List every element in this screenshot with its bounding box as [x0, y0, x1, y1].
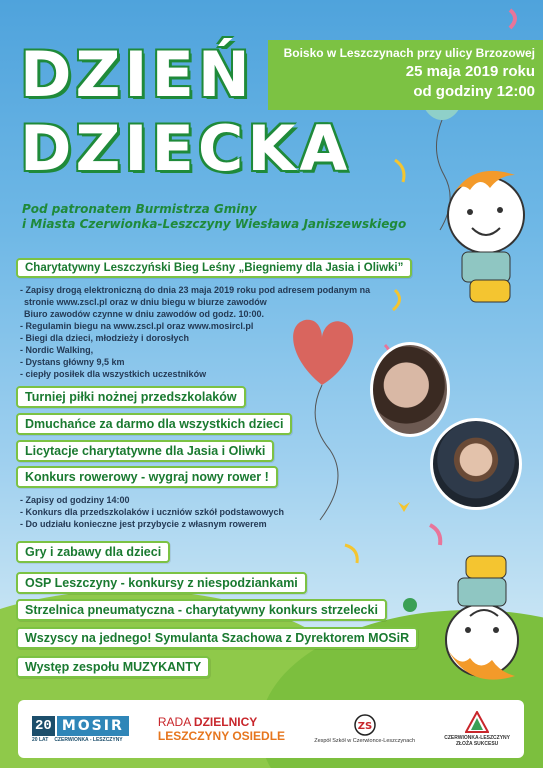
run-detail: Biuro zawodów czynne w dniu zawodów od godz. 10:00. — [24, 309, 265, 319]
event-games: Gry i zabawy dla dzieci — [16, 541, 170, 563]
confetti-2 — [395, 160, 404, 182]
event-bouncy: Dmuchańce za darmo dla wszystkich dzieci — [16, 413, 292, 435]
kid-shirt-top — [462, 252, 510, 282]
run-detail: - ciepły posiłek dla wszystkich uczestników — [20, 369, 207, 379]
zsl-name: Zespół Szkół w Czerwionce-Leszczynach — [314, 738, 416, 744]
mosir-years: 20 LAT — [32, 736, 49, 743]
flower-green — [403, 598, 417, 612]
mosir-number: 20 — [32, 716, 55, 736]
heart-balloon-string — [315, 385, 338, 520]
svg-text:ZS: ZS — [357, 721, 372, 732]
event-auction: Licytacje charytatywne dla Jasia i Oliwki — [16, 440, 274, 462]
mosir-word: MOSIR — [57, 716, 129, 736]
patronage-line-2: i Miasta Czerwionka-Leszczyny Wiesława Janiszewskiego — [22, 217, 407, 231]
confetti-6 — [393, 290, 400, 310]
kid-face-top — [448, 177, 524, 253]
confetti-4 — [430, 525, 440, 545]
title-line-2: DZIECKA — [20, 112, 352, 185]
zsl-logo — [314, 714, 415, 744]
event-place: Boisko w Leszczynach przy ulicy Brzozowej — [283, 46, 535, 60]
bike-detail: - Konkurs dla przedszkolaków i uczniów szkół podstawowych — [20, 507, 285, 517]
kid-pants-top — [470, 280, 510, 302]
czerwionka-line-2: ZŁOŻA SUKCESU — [455, 741, 499, 747]
rada-dzielnicy-logo — [158, 715, 285, 743]
bike-detail: - Zapisy od godziny 14:00 — [20, 495, 130, 505]
mosir-logo — [32, 716, 129, 743]
rada-sub: LESZCZYNY OSIEDLE — [157, 729, 286, 743]
event-band: Występ zespołu MUZYKANTY — [16, 656, 210, 678]
event-bike: Konkurs rowerowy - wygraj nowy rower ! — [16, 466, 278, 488]
kid-face-bottom — [446, 604, 518, 676]
photo-girl — [370, 342, 450, 437]
patronage-line-1: Pod patronatem Burmistrza Gminy — [22, 202, 257, 216]
czerwionka-line-1: CZERWIONKA-LESZCZYNY — [444, 735, 510, 741]
mosir-sub: CZERWIONKA - LESZCZYNY — [54, 736, 123, 743]
event-osp: OSP Leszczyny - konkursy z niespodziankami — [16, 572, 307, 594]
bike-detail: - Do udziału konieczne jest przybycie z własnym rowerem — [20, 519, 267, 529]
flower-yellow — [398, 502, 410, 512]
rada-word: RADA — [157, 715, 194, 729]
bike-details — [20, 494, 284, 530]
event-chess: Wszyscy na jednego! Symulanta Szachowa z Dyrektorem MOSiR — [16, 627, 418, 649]
run-detail: - Biegi dla dzieci, młodzieży i dorosłych — [20, 333, 190, 343]
kid-shirt-bottom — [458, 578, 506, 606]
sponsor-footer — [18, 700, 524, 758]
czerwionka-logo — [444, 711, 510, 747]
run-detail: stronie www.zscl.pl oraz w dniu biegu w biurze zawodów — [24, 297, 267, 307]
kid-pants-bottom — [466, 556, 506, 578]
run-detail: - Regulamin biegu na www.zscl.pl oraz www.mosircl.pl — [20, 321, 254, 331]
patronage — [22, 202, 406, 232]
zsl-emblem-icon — [354, 714, 376, 736]
title-line-1: DZIEŃ — [20, 38, 254, 111]
czerwionka-emblem-icon — [465, 711, 489, 733]
run-detail: - Nordic Walking, — [20, 345, 94, 355]
dzielnicy-word: DZIELNICY — [193, 715, 258, 729]
event-time: od godziny 12:00 — [413, 83, 535, 100]
run-detail: - Zapisy drogą elektroniczną do dnia 23 maja 2019 roku pod adresem podanym na — [20, 285, 371, 295]
event-date: 25 maja 2019 roku — [405, 63, 535, 80]
event-info-box — [268, 40, 543, 110]
run-detail: - Dystans główny 9,5 km — [20, 357, 125, 367]
confetti-5 — [345, 545, 357, 563]
event-shooting: Strzelnica pneumatyczna - charytatywny konkurs strzelecki — [16, 599, 387, 621]
event-football: Turniej piłki nożnej przedszkolaków — [16, 386, 246, 408]
run-details — [20, 284, 370, 380]
event-run: Charytatywny Leszczyński Bieg Leśny „Biegniemy dla Jasia i Oliwki” — [16, 258, 412, 278]
photo-boy — [430, 418, 522, 510]
confetti-1 — [510, 10, 515, 28]
